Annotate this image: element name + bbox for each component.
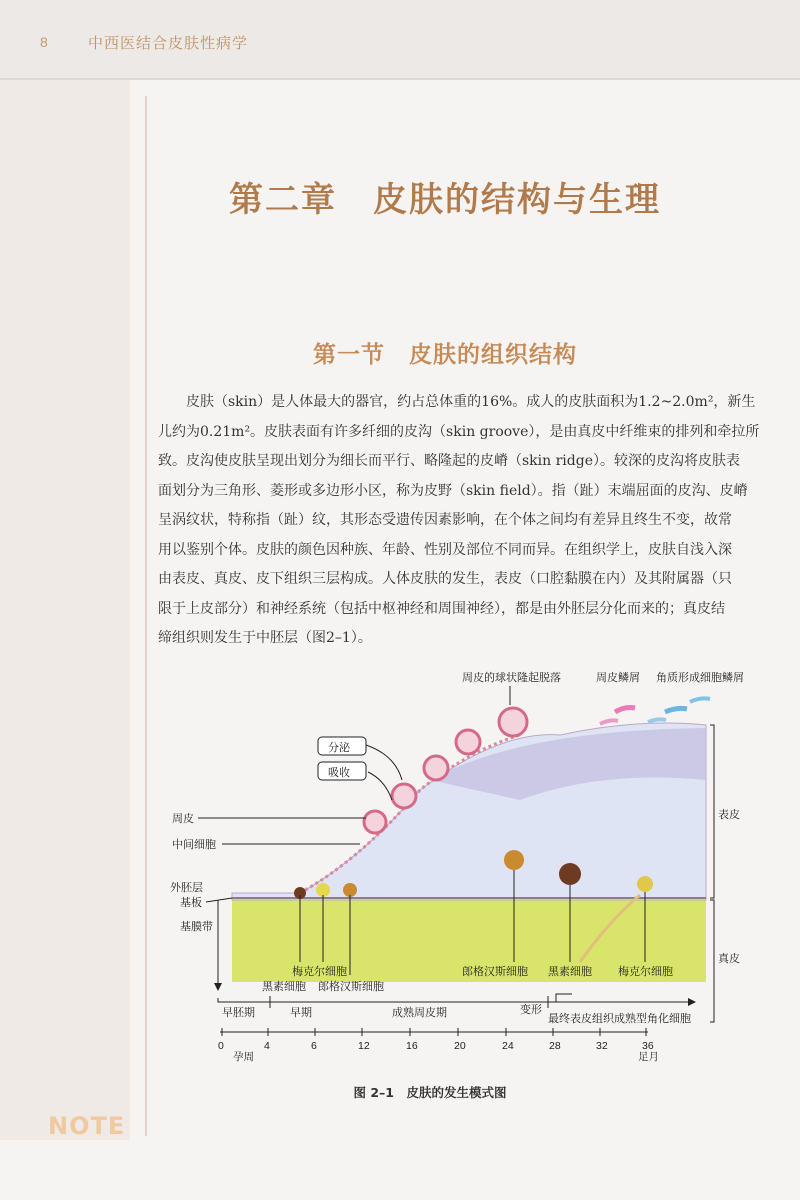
skin-development-figure [150,660,790,1100]
page-number: 8 [40,34,48,50]
label-transformation: 变形 [520,1003,542,1016]
paragraph-line: 由表皮、真皮、皮下组织三层构成。人体皮肤的发生，表皮（口腔黏膜在内）及其附属器（只 [158,571,732,587]
note-mark: NOTE [48,1112,126,1140]
paragraph-line: 面划分为三角形、菱形或多边形小区，称为皮野（skin field）。指（趾）末端屈面的皮沟、皮嵴 [158,482,748,499]
label-epidermis: 表皮 [718,808,740,821]
week-tick-label: 28 [549,1040,561,1052]
label-merkel-cell: 梅克尔细胞 [618,965,673,978]
paragraph-line: 呈涡纹状，特称指（趾）纹，其形态受遗传因素影响，在个体之间均有差异且终生不变，故常 [158,512,732,528]
label-dermis: 真皮 [718,952,740,965]
margin-line [145,96,147,1136]
leader-line [206,898,232,902]
arrowhead [214,983,222,991]
book-title: 中西医结合皮肤性病学 [88,34,249,52]
label-intermediate-cell: 中间细胞 [172,838,216,851]
arrowhead [688,998,696,1006]
week-tick-label: 20 [454,1040,466,1052]
label-periderm-scale: 周皮鳞屑 [596,671,640,684]
week-tick-label: 32 [596,1040,608,1052]
label-basal-lamina: 基板 [180,896,202,909]
section-title: 第一节 皮肤的组织结构 [313,342,577,368]
week-tick-label: 36 [642,1040,654,1052]
label-langerhans-cell: 郎格汉斯细胞 [318,980,384,993]
paragraph-line: 皮肤（skin）是人体最大的器官，约占总体重的16%。成人的皮肤面积为1.2~2.0m²，新生 [186,394,756,410]
stage-divider [556,994,572,1002]
label-ectoderm: 外胚层 [170,881,203,894]
label-early-stage: 早期 [290,1006,312,1019]
label-secretion: 分泌 [328,741,350,754]
label-keratinocyte-scale: 角质形成细胞鳞屑 [656,671,744,684]
scale-flakes [600,698,710,724]
epidermis-bracket [710,725,714,898]
label-early-embryo: 早胚期 [222,1006,255,1019]
paragraph-line: 儿约为0.21m²。皮肤表面有许多纤细的皮沟（skin groove），是由真皮中纤维束的排列和牵拉所 [158,423,760,440]
week-tick-label: 24 [502,1040,514,1052]
label-melanocyte: 黑素细胞 [548,965,592,978]
label-absorption: 吸收 [328,766,350,779]
stage-line [218,998,690,1002]
week-tick-label: 0 [218,1040,224,1052]
body-paragraph [158,388,770,654]
paragraph-line: 限于上皮部分）和神经系统（包括中枢神经和周围神经），都是由外胚层分化而来的；真皮结 [158,600,725,617]
figure-caption: 图 2–1 皮肤的发生模式图 [353,1085,507,1100]
week-tick-label: 4 [264,1040,270,1052]
week-tick-label: 16 [406,1040,418,1052]
label-mature-periderm: 成熟周皮期 [392,1006,447,1019]
label-langerhans-cell: 郎格汉斯细胞 [462,965,528,978]
paragraph-line: 用以鉴别个体。皮肤的颜色因种族、年龄、性别及部位不同而异。在组织学上，皮肤自浅入深 [158,541,732,558]
paragraph-line: 致。皮沟使皮肤呈现出划分为细长而平行、略隆起的皮嵴（skin ridge）。较深的皮沟将皮肤表 [158,453,740,469]
paragraph-line: 缔组织则发生于中胚层（图2–1）。 [158,630,372,646]
axis-end-label: 足月 [638,1051,659,1063]
label-melanocyte: 黑素细胞 [262,980,306,993]
label-periderm-shedding: 周皮的球状隆起脱落 [462,671,561,684]
week-tick-label: 6 [311,1040,317,1052]
label-periderm: 周皮 [172,812,194,825]
axis-start-label: 孕周 [233,1051,254,1063]
secretion-arrow [366,745,402,780]
label-basement-zone: 基膜带 [180,920,213,933]
label-merkel-cell: 梅克尔细胞 [292,965,347,978]
label-final-stage: 最终表皮组织成熟型角化细胞 [548,1012,691,1025]
dermis-bracket [710,900,714,1022]
chapter-title: 第二章 皮肤的结构与生理 [229,180,661,220]
absorption-arrow [368,772,392,800]
margin-band [0,80,130,1140]
week-tick-label: 12 [358,1040,370,1052]
